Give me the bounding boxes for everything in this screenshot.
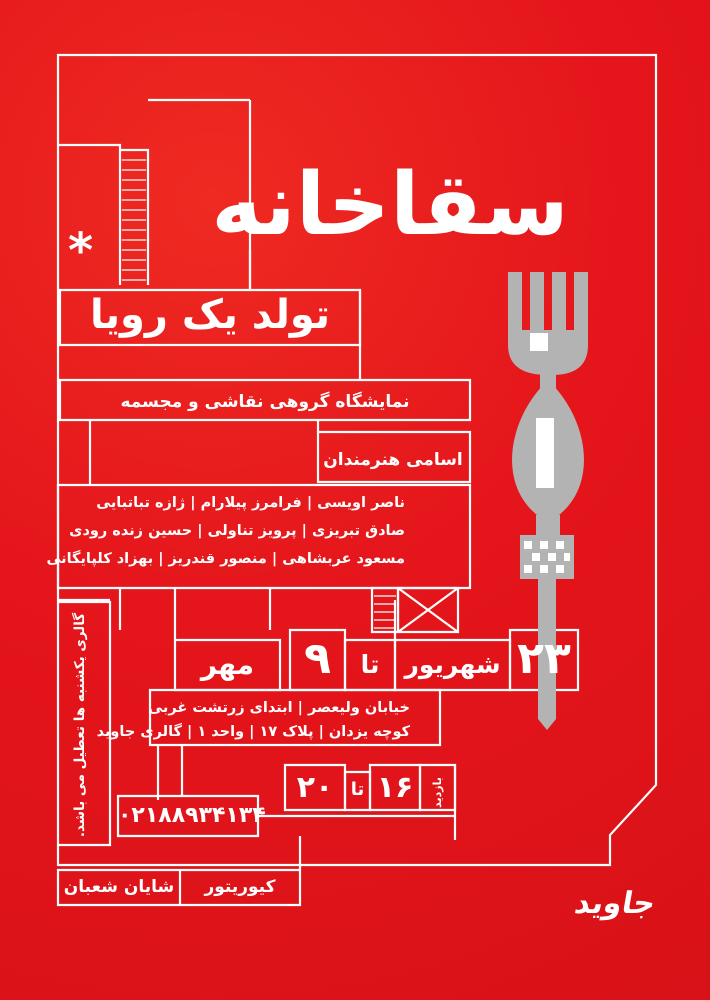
start-day: ۲۳ [517, 633, 571, 684]
artist-row: ناصر اویسی | فرامرز پیلارام | ژازه تباتبایی [96, 495, 405, 511]
curator-name: شایان شعبان [63, 877, 175, 897]
address-line: خیابان ولیعصر | ابتدای زرتشت غربی [148, 700, 410, 716]
asterisk-icon: * [68, 223, 94, 279]
start-month: شهریور [404, 650, 501, 679]
end-day: ۹ [304, 633, 331, 684]
artist-row: مسعود عربشاهی | منصور قندریز | بهزاد کلپایگانی [46, 551, 405, 567]
hours-from: ۱۶ [376, 770, 414, 805]
closed-note: گالری یکشنبه ها تعطیل می باشد. [72, 612, 88, 838]
date-connector: تا [360, 650, 380, 679]
poster-subtitle: تولد یک رویا [90, 292, 330, 338]
gallery-logo: جاوید [571, 886, 659, 921]
exhibition-type: نمایشگاه گروهی نقاشی و مجسمه [120, 392, 410, 412]
curator-label: کیوریتور [204, 877, 276, 897]
phone-number: ۰۲۱۸۸۹۳۴۱۳۴ [118, 803, 266, 828]
hours-to: ۲۰ [296, 770, 334, 805]
hours-connector: تا [350, 779, 365, 800]
end-month: مهر [200, 648, 255, 681]
address-line: کوچه یزدان | پلاک ۱۷ | واحد ۱ | گالری جاوید [96, 724, 410, 740]
poster-title: سقاخانه [211, 155, 569, 255]
hours-label: بازدید [431, 777, 444, 808]
artists-heading: اسامی هنرمندان [323, 450, 463, 470]
artist-row: صادق تبریزی | پرویز تناولی | حسین زنده رودی [69, 523, 405, 539]
